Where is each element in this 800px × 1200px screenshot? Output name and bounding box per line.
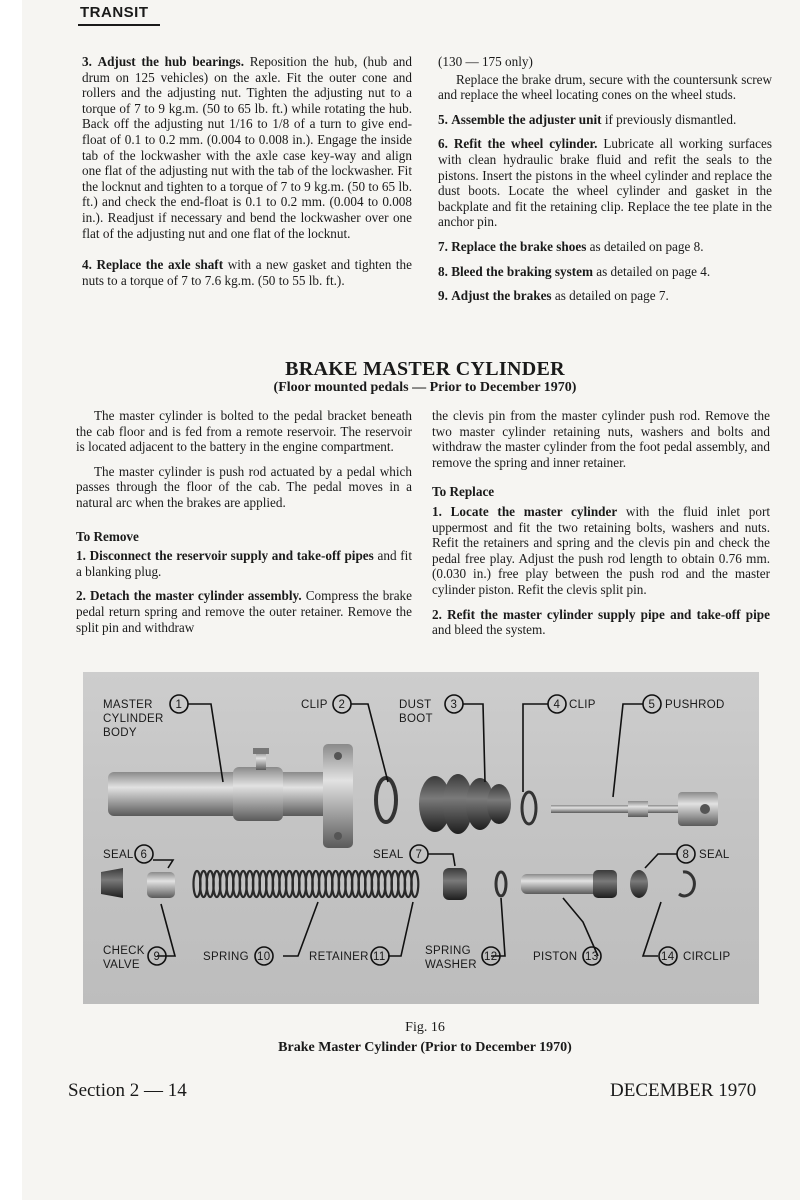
callout-num-12: 12 [484,951,498,963]
label-check-valve-2: VALVE [103,959,140,971]
remove-heading: To Remove [76,528,139,544]
label-spring-washer-1: SPRING [425,945,471,957]
circlip [679,872,694,896]
replace-step-1 [432,504,770,598]
footer-date: DECEMBER 1970 [610,1080,757,1101]
bottom-right-column [432,408,770,647]
callout-num-1: 1 [175,699,183,711]
label-clip-4: CLIP [569,699,596,711]
label-dust-boot-1: DUST [399,699,432,711]
label-pushrod: PUSHROD [665,699,725,711]
label-seal-8: SEAL [699,849,730,861]
header-rule [78,24,160,26]
step-text: as detailed on page 4. [592,263,711,279]
callout-num-14: 14 [661,951,675,963]
step-number: 5. [438,111,448,127]
seal-7 [443,868,467,900]
callout-num-4: 4 [553,699,561,711]
clip-4 [522,792,536,824]
paragraph-step-3 [82,54,412,241]
intro-paragraph-2: The master cylinder is push rod actuated by a pedal which passes through the floor of the cab. The pedal moves in a natural arc when the brakes are applied. [76,463,412,510]
step-text: with the fluid inlet port uppermost and fit the two retaining bolts, washers and nuts. Refit the retainers and spring and the clevis pin and check the pedal free play. Adjust the push rod length to obtain 0.76 mm. (0.030 in.) free play between the push rod and the master cylinder piston. Refit the clevis split pin. [432,503,770,597]
spring [194,871,419,897]
step-lead: Adjust the hub bearings. [97,54,244,69]
header-tag: TRANSIT [80,4,149,21]
step-number: 2. [76,588,86,604]
callout-num-3: 3 [450,699,458,711]
clip-2 [376,778,396,822]
label-master-cylinder-body-3: BODY [103,727,137,739]
master-cylinder-body [108,744,353,848]
callout-num-8: 8 [682,849,690,861]
step-text: Reposition the hub, (hub and drum on 125 vehicles) on the axle. Fit the outer cone and rollers and the adjusting nut. Tighten the adjusting nut to a torque of 7 to 9 kg.m. (50 to 65 lb. ft.) while rotating the hub. Back off the adjusting nut 1/16 to 1/8 of a turn to give end-float of 0.1 to 0.2 mm. (0.004 to 0.008 in.). Engage the inside tab of the lockwasher with the axle case key-way and align one flat of the adjusting nut with the tab of the lockwasher. Fit the locknut and tighten to a torque of 7 to 9 kg.m. (50 to 65 lb. ft.) and check the end-float is 0.1 to 0.2 mm. (0.004 to 0.008 in.). Readjust if necessary and bend the lockwasher over one flat of the adjusting nut and one flat of the locknut. [82,54,412,241]
seal-6 [101,868,123,898]
step-lead: Replace the axle shaft [96,257,224,273]
remove-continued: the clevis pin from the master cylinder push rod. Remove the two master cylinder retaining nuts, washers and bolts and withdraw the master cylinder from the foot pedal assembly, and remove the spring and inner retainer. [432,408,770,470]
callout-num-7: 7 [415,849,423,861]
label-clip-2: CLIP [301,699,328,711]
figure-number: Fig. 16 [405,1020,445,1035]
label-spring: SPRING [203,951,249,963]
step-lead: Adjust the brakes [451,288,552,304]
step-text: Lubricate all working surfaces with clean hydraulic brake fluid and refit the seals to the pistons. Insert the pistons in the wheel cylinder and replace the dust boots. Locate the wheel cylinder and gasket in the backplate and fit the retaining clip. Replace the tee plate in the anchor pin. [438,136,772,230]
step-number: 6. [438,136,448,152]
callout-num-2: 2 [338,699,346,711]
bottom-left-column [76,408,412,644]
paragraph-step-7 [438,239,772,255]
callout-num-6: 6 [140,849,148,861]
paragraph-step-5 [438,112,772,128]
callout-num-5: 5 [648,699,656,711]
step-number: 4. [82,257,92,273]
step-text: as detailed on page 7. [551,288,669,304]
callout-num-9: 9 [153,951,161,963]
step-lead: Refit the wheel cylinder. [453,136,598,152]
dust-boot [419,774,511,834]
paragraph-step-6 [438,136,772,230]
leader-lines [153,704,677,956]
label-seal-6: SEAL [103,849,134,861]
label-master-cylinder-body-2: CYLINDER [103,713,164,725]
spring-washer [496,872,506,896]
callout-circles [135,695,695,965]
section-title: BRAKE MASTER CYLINDER [285,358,565,380]
paragraph-step-9 [438,288,772,304]
label-master-cylinder-body-1: MASTER [103,699,153,711]
step-lead: Refit the master cylinder supply pipe and take-off pipe [447,606,770,622]
step-text: with a new gasket and tighten the nuts to a torque of 7 to 7.6 kg.m. (50 to 55 lb. ft.). [82,257,412,288]
step-number: 3. [82,54,92,69]
seal-8 [630,870,648,898]
label-seal-7: SEAL [373,849,404,861]
replace-step-2 [432,607,770,638]
parts-illustration [83,672,759,1004]
label-circlip: CIRCLIP [683,951,731,963]
top-left-column [82,54,412,297]
callout-num-13: 13 [585,951,599,963]
exploded-parts-figure [83,672,759,1004]
step-lead: Replace the brake shoes [451,238,587,254]
intro-paragraph-1: The master cylinder is bolted to the pedal bracket beneath the cab floor and is fed from a remote reservoir. The reservoir is located adjacent to the battery in the engine compartment. [76,408,412,455]
step-number: 2. [432,606,442,622]
piston [521,870,617,898]
label-retainer: RETAINER [309,951,369,963]
replace-heading: To Replace [432,484,495,500]
paragraph-step-4 [82,257,412,288]
label-dust-boot-2: BOOT [399,713,433,725]
callout-num-10: 10 [257,951,271,963]
step-lead: Assemble the adjuster unit [451,111,602,127]
remove-step-2 [76,588,412,635]
step-text: and fit a blanking plug. [76,548,412,579]
step-lead: Locate the master cylinder [450,503,618,519]
label-check-valve-1: CHECK [103,945,145,957]
step-text: and bleed the system. [432,622,546,638]
step-lead: Detach the master cylinder assembly. [89,588,302,604]
step-text: Compress the brake pedal return spring and remove the outer retainer. Remove the split pin and withdraw [76,588,412,635]
step-number: 1. [76,548,86,564]
step-number: 1. [432,503,442,519]
section-subtitle: (Floor mounted pedals — Prior to December 1970) [273,380,577,395]
step-lead: Disconnect the reservoir supply and take-off pipes [89,548,374,564]
check-valve [147,872,175,898]
footer-section: Section 2 — 14 [68,1080,187,1101]
step-text: if previously dismantled. [601,111,737,127]
label-spring-washer-2: WASHER [425,959,477,971]
range-note: (130 — 175 only) [438,54,533,69]
step-lead: Bleed the braking system [451,263,593,279]
pushrod [551,792,718,826]
callout-num-11: 11 [373,951,386,963]
paragraph-brake-drum: Replace the brake drum, secure with the countersunk screw and replace the wheel locating cones on the wheel studs. [438,71,772,103]
remove-step-1 [76,548,412,579]
paragraph-step-8 [438,264,772,280]
step-text: as detailed on page 8. [586,238,704,254]
step-number: 7. [438,238,448,254]
label-piston: PISTON [533,951,578,963]
top-right-column [438,54,772,313]
figure-caption: Brake Master Cylinder (Prior to December 1970) [278,1040,572,1055]
step-number: 9. [438,288,448,304]
step-number: 8. [438,263,448,279]
